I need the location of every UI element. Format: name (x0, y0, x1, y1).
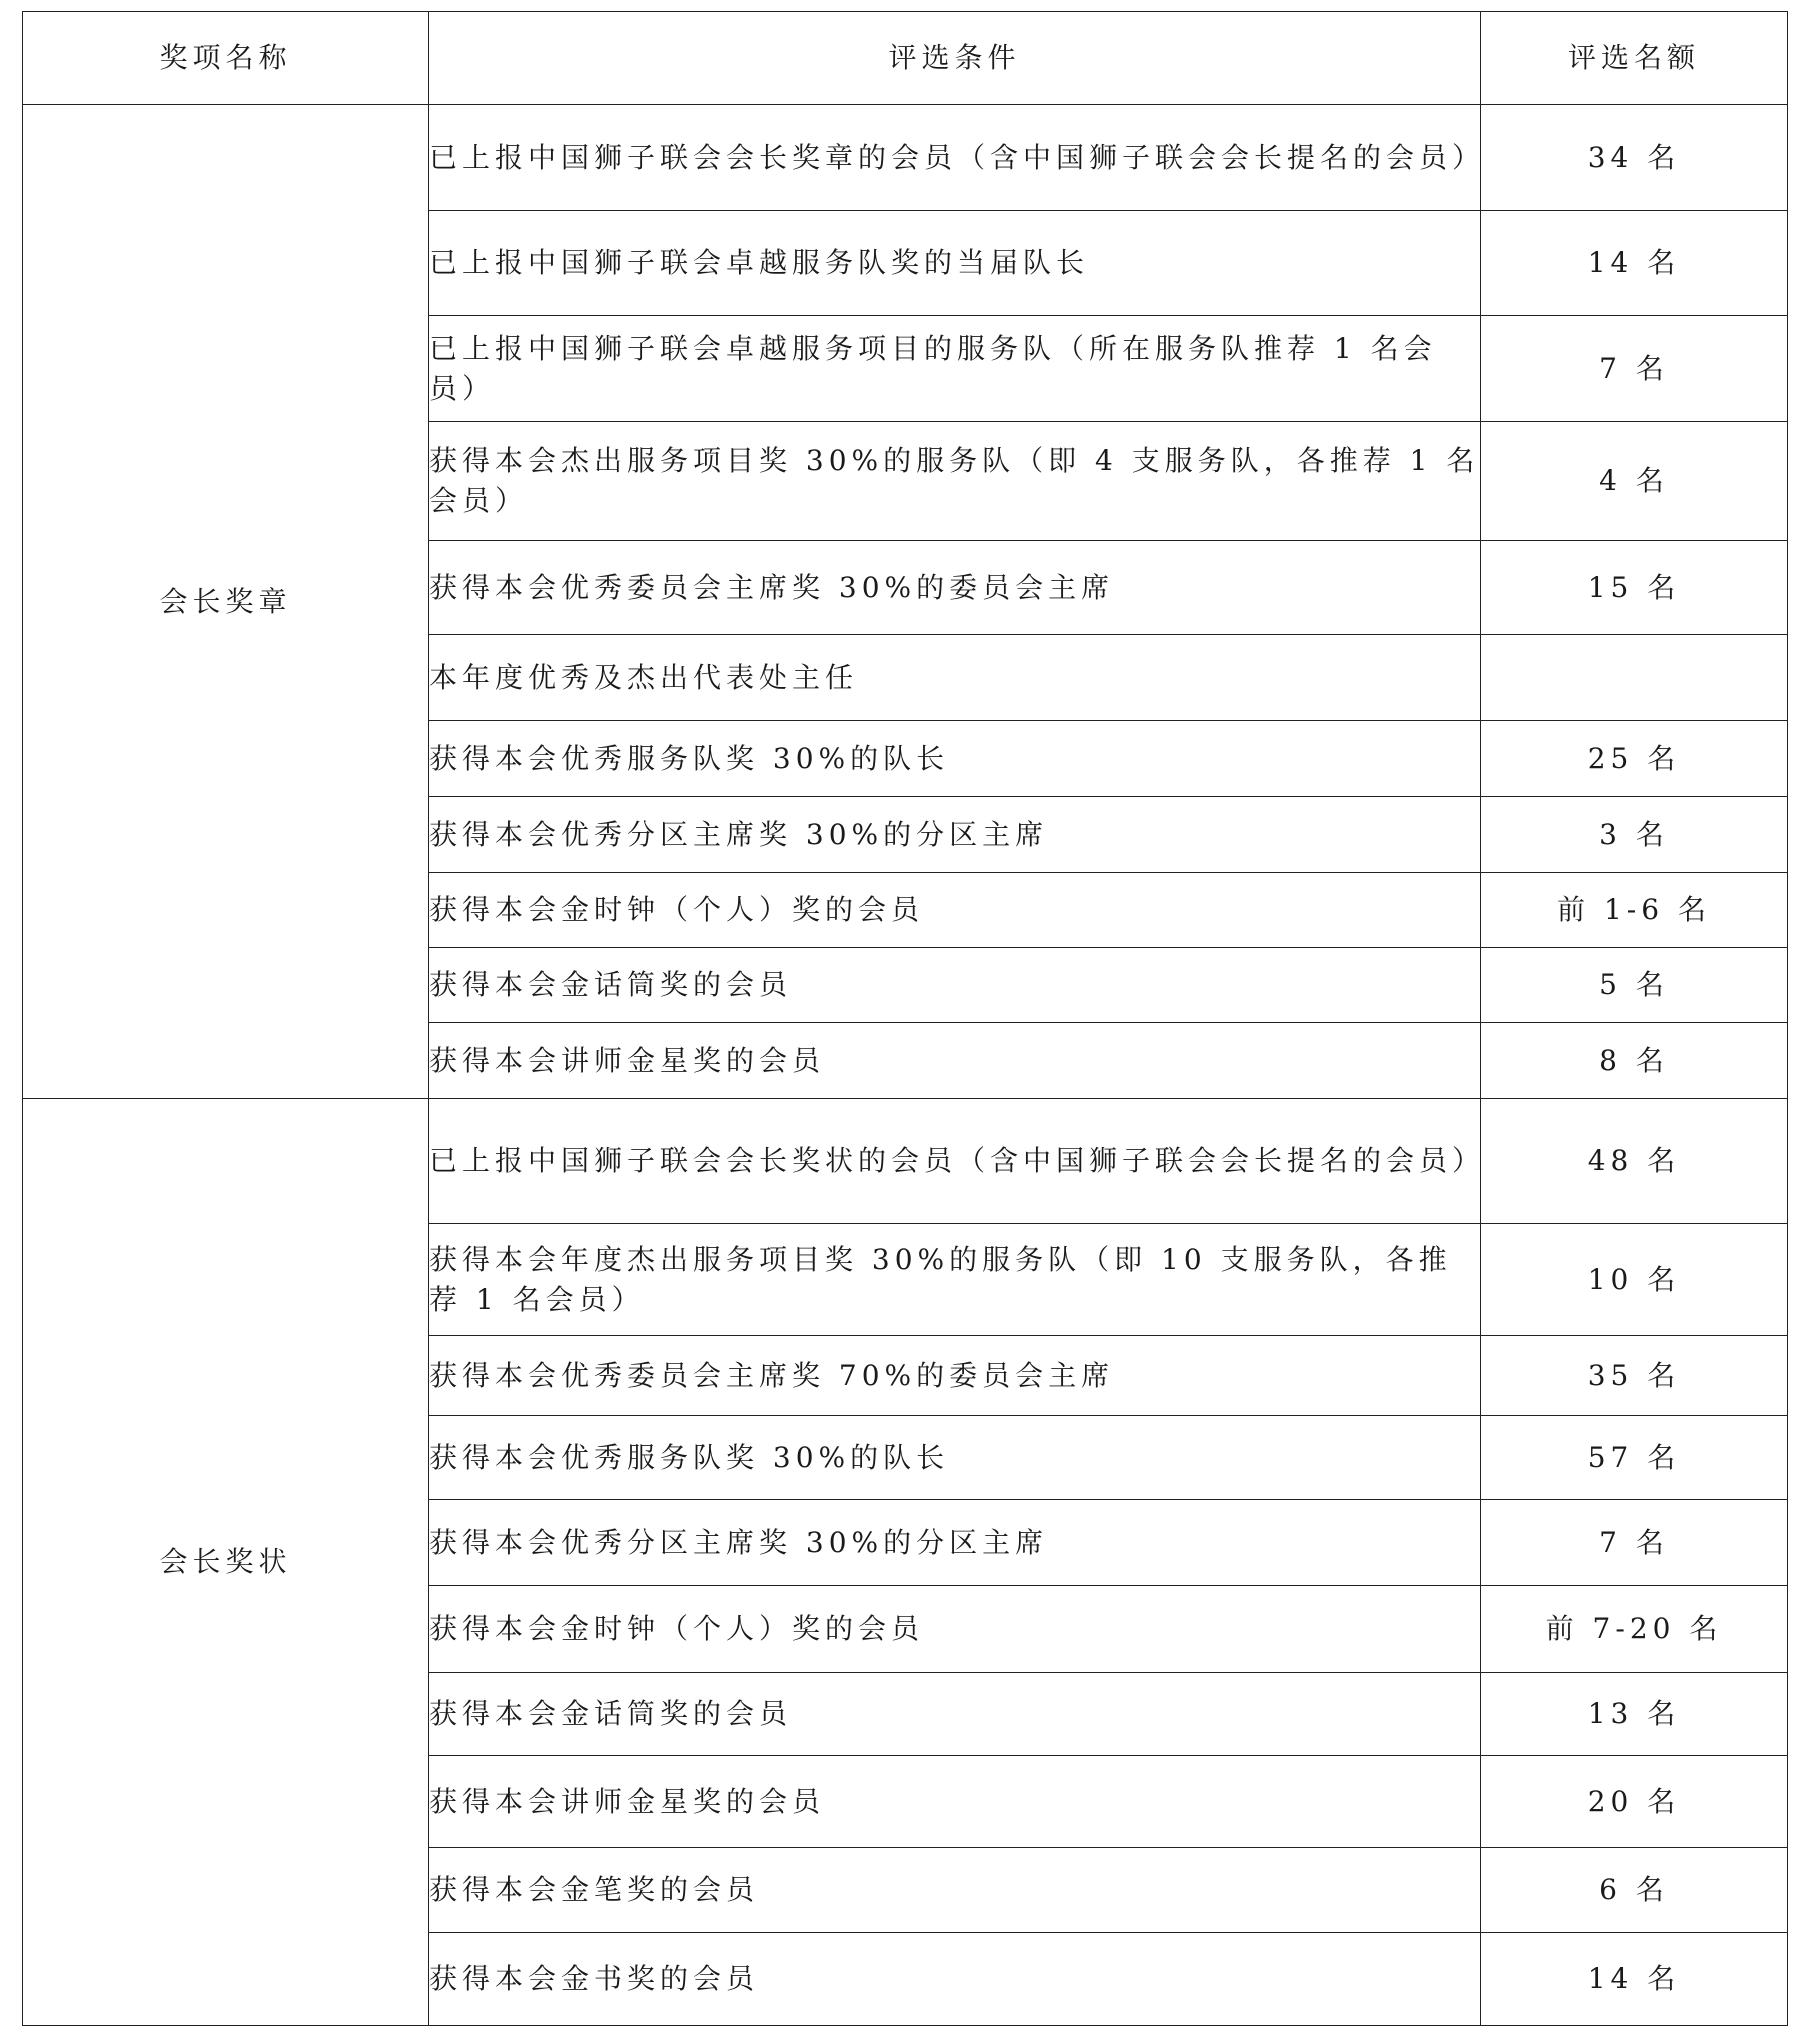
criteria-cell: 获得本会讲师金星奖的会员 (429, 1756, 1481, 1848)
criteria-cell: 获得本会优秀委员会主席奖 70%的委员会主席 (429, 1336, 1481, 1416)
criteria-cell: 获得本会优秀委员会主席奖 30%的委员会主席 (429, 541, 1481, 635)
criteria-cell: 获得本会金话筒奖的会员 (429, 948, 1481, 1023)
header-row (23, 12, 1788, 105)
quota-cell: 34 名 (1481, 105, 1788, 211)
quota-cell: 前 1-6 名 (1481, 873, 1788, 948)
quota-cell: 25 名 (1481, 721, 1788, 797)
criteria-cell: 获得本会优秀服务队奖 30%的队长 (429, 1416, 1481, 1500)
criteria-cell: 获得本会讲师金星奖的会员 (429, 1023, 1481, 1099)
quota-cell: 5 名 (1481, 948, 1788, 1023)
criteria-cell: 获得本会优秀分区主席奖 30%的分区主席 (429, 797, 1481, 873)
quota-cell: 7 名 (1481, 1500, 1788, 1586)
quota-cell: 48 名 (1481, 1099, 1788, 1224)
quota-cell: 15 名 (1481, 541, 1788, 635)
quota-cell: 13 名 (1481, 1673, 1788, 1756)
header-award-name: 奖项名称 (23, 12, 429, 105)
criteria-cell: 获得本会金笔奖的会员 (429, 1848, 1481, 1933)
criteria-cell: 获得本会优秀分区主席奖 30%的分区主席 (429, 1500, 1481, 1586)
criteria-cell: 获得本会优秀服务队奖 30%的队长 (429, 721, 1481, 797)
criteria-cell: 获得本会金时钟（个人）奖的会员 (429, 1586, 1481, 1673)
awards-table (22, 11, 1788, 2026)
header-quota: 评选名额 (1481, 12, 1788, 105)
quota-cell: 14 名 (1481, 1933, 1788, 2026)
award-name-cell: 会长奖状 (23, 1099, 429, 2026)
quota-cell: 57 名 (1481, 1416, 1788, 1500)
header-criteria: 评选条件 (429, 12, 1481, 105)
criteria-cell: 已上报中国狮子联会卓越服务队奖的当届队长 (429, 211, 1481, 316)
table-row (23, 1099, 1788, 1224)
criteria-cell: 已上报中国狮子联会卓越服务项目的服务队（所在服务队推荐 1 名会员） (429, 316, 1481, 422)
criteria-cell: 已上报中国狮子联会会长奖状的会员（含中国狮子联会会长提名的会员） (429, 1099, 1481, 1224)
quota-cell: 8 名 (1481, 1023, 1788, 1099)
quota-cell: 3 名 (1481, 797, 1788, 873)
award-name-cell: 会长奖章 (23, 105, 429, 1099)
criteria-cell: 获得本会金书奖的会员 (429, 1933, 1481, 2026)
criteria-cell: 本年度优秀及杰出代表处主任 (429, 635, 1481, 721)
criteria-cell: 获得本会年度杰出服务项目奖 30%的服务队（即 10 支服务队，各推荐 1 名会员） (429, 1224, 1481, 1336)
quota-cell: 35 名 (1481, 1336, 1788, 1416)
criteria-cell: 获得本会金话筒奖的会员 (429, 1673, 1481, 1756)
criteria-cell: 获得本会金时钟（个人）奖的会员 (429, 873, 1481, 948)
quota-cell (1481, 635, 1788, 721)
table-row (23, 105, 1788, 211)
quota-cell: 14 名 (1481, 211, 1788, 316)
quota-cell: 20 名 (1481, 1756, 1788, 1848)
criteria-cell: 获得本会杰出服务项目奖 30%的服务队（即 4 支服务队，各推荐 1 名会员） (429, 422, 1481, 541)
criteria-cell: 已上报中国狮子联会会长奖章的会员（含中国狮子联会会长提名的会员） (429, 105, 1481, 211)
quota-cell: 4 名 (1481, 422, 1788, 541)
quota-cell: 前 7-20 名 (1481, 1586, 1788, 1673)
quota-cell: 7 名 (1481, 316, 1788, 422)
quota-cell: 6 名 (1481, 1848, 1788, 1933)
quota-cell: 10 名 (1481, 1224, 1788, 1336)
